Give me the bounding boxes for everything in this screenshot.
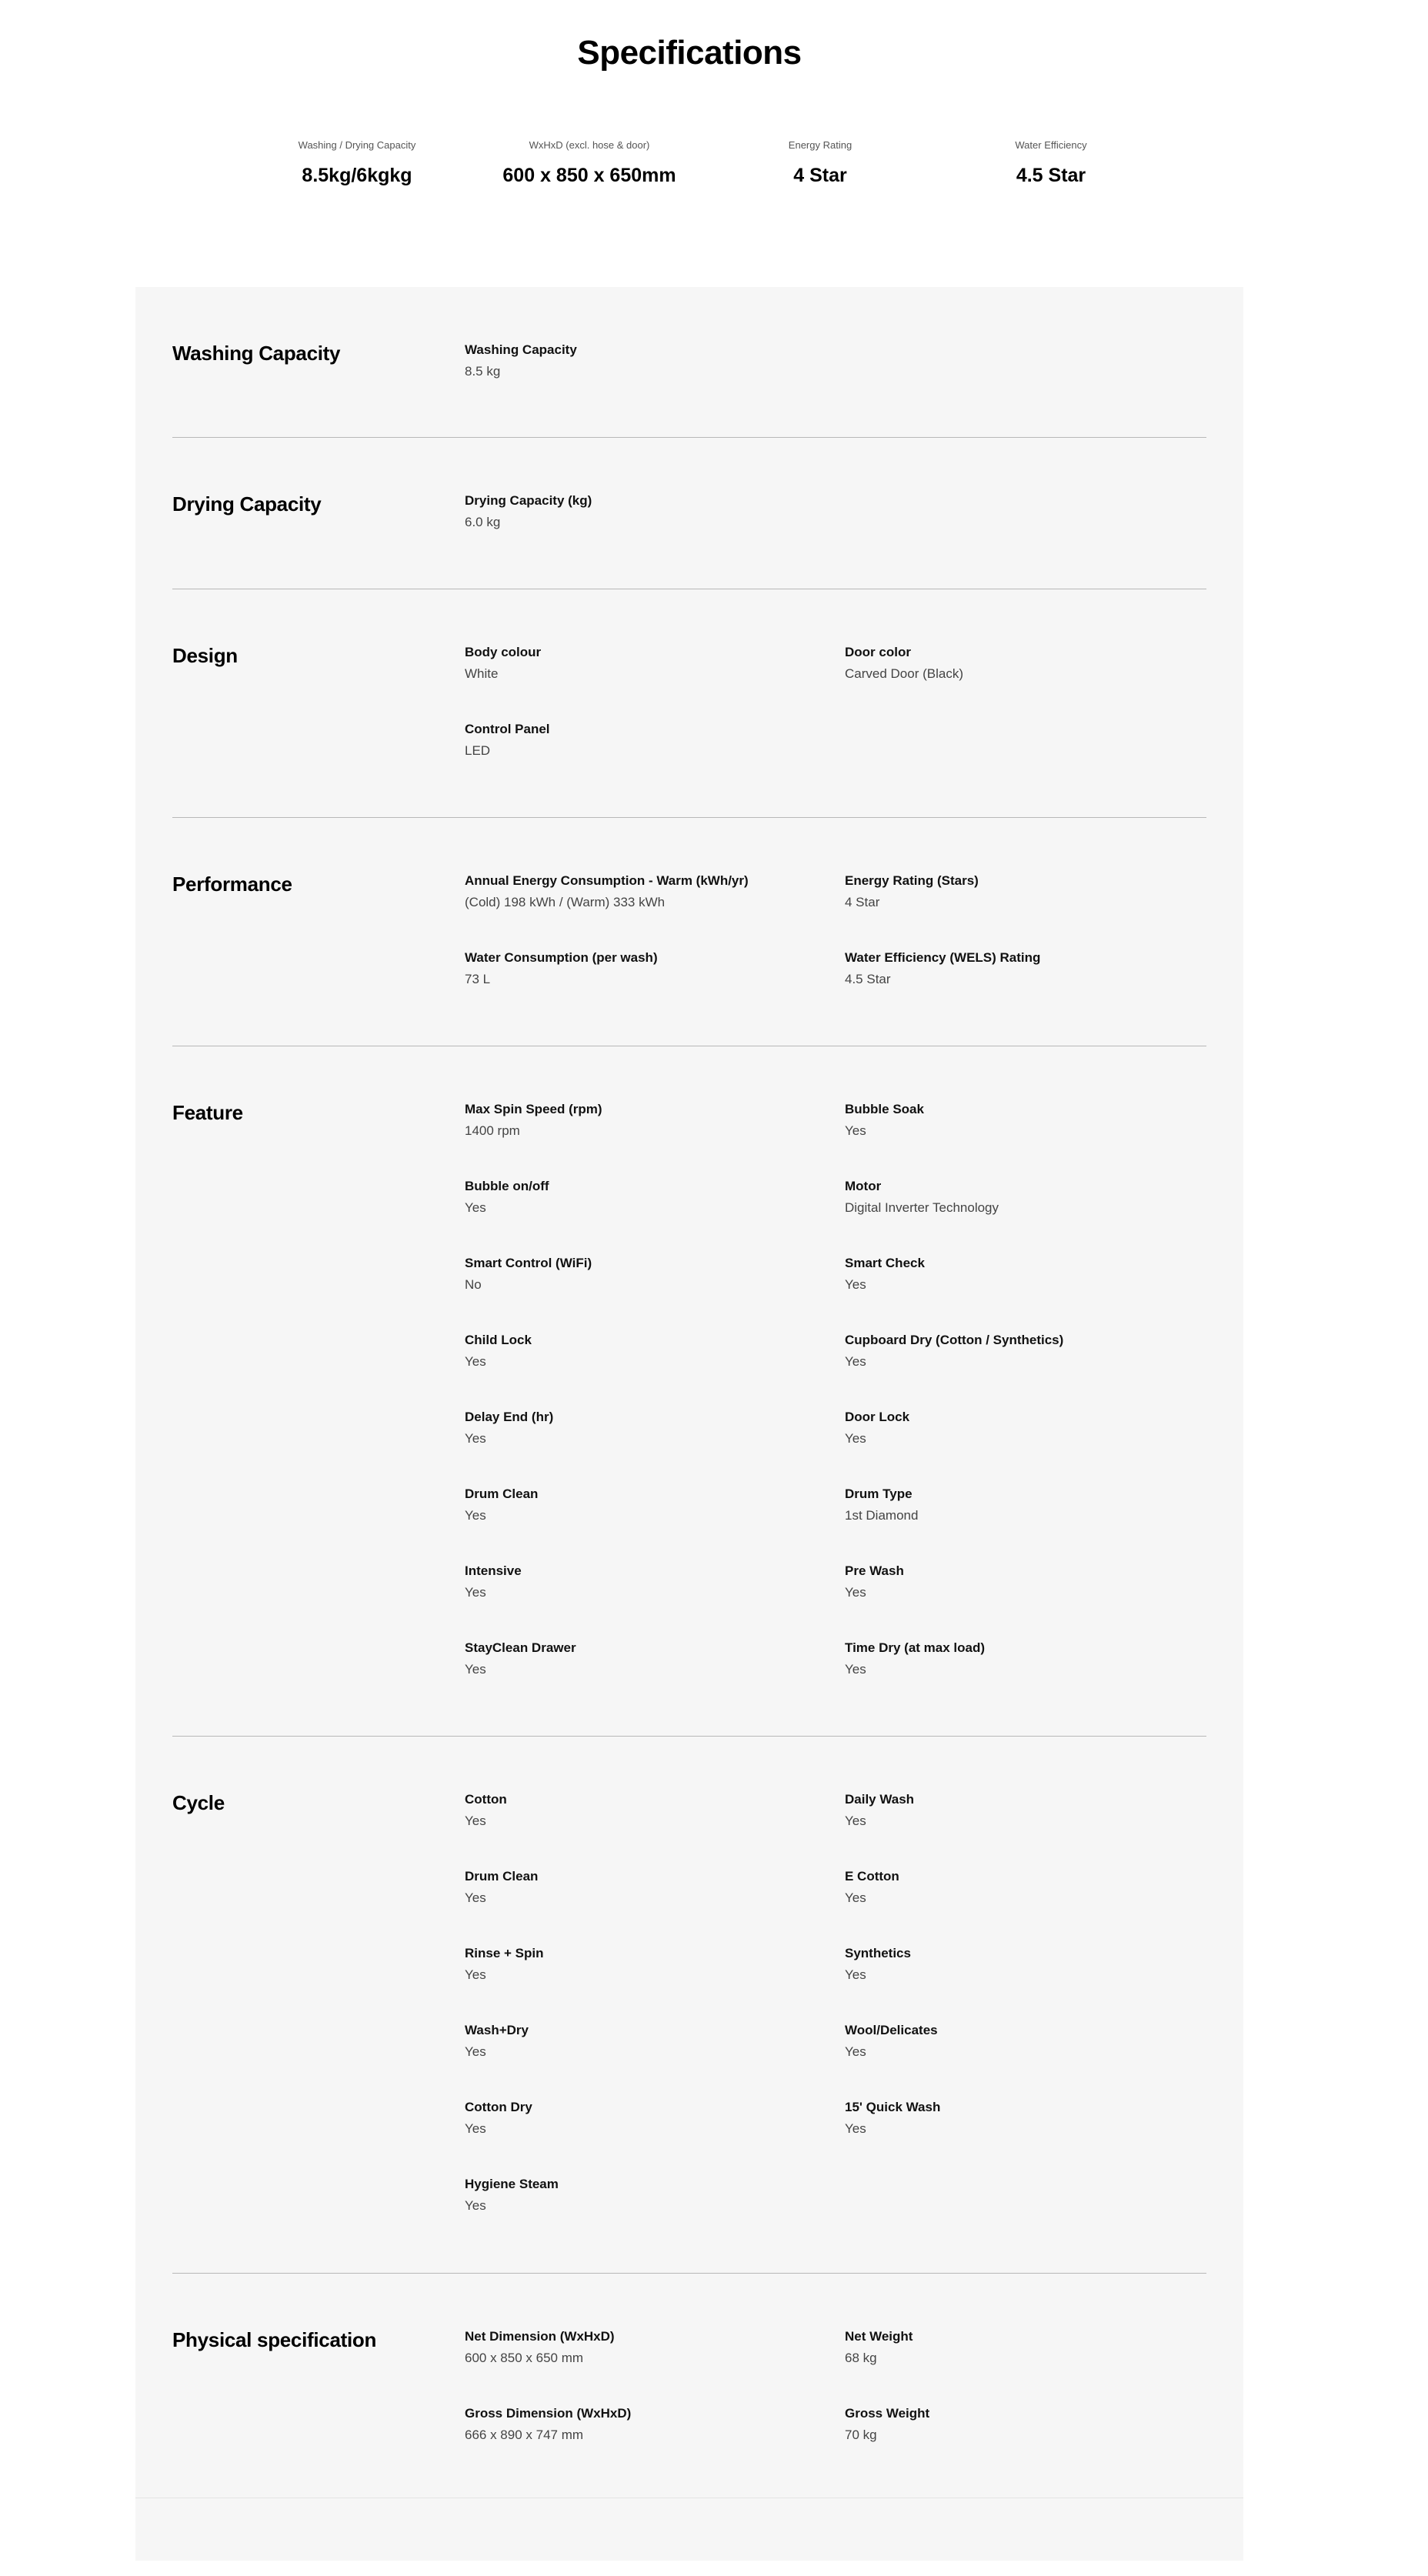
spec-name: Pre Wash (845, 1563, 904, 1578)
spec-item (845, 2327, 1214, 2367)
spec-item (465, 492, 834, 532)
spec-name: Drum Clean (465, 1869, 539, 1884)
spec-name: Drum Type (845, 1487, 913, 1501)
spec-item (465, 1944, 834, 1984)
spec-name: Body colour (465, 645, 542, 659)
spec-value: White (465, 666, 499, 681)
spec-item (845, 1867, 1214, 1907)
spec-value: Yes (465, 1585, 486, 1600)
spec-name: Intensive (465, 1563, 522, 1578)
section-heading: Feature (172, 1101, 243, 1124)
summary-label: Energy Rating (788, 139, 852, 151)
spec-name: Cupboard Dry (Cotton / Synthetics) (845, 1333, 1064, 1347)
summary-label: Water Efficiency (1015, 139, 1087, 151)
spec-value: Yes (845, 1890, 866, 1905)
spec-name: StayClean Drawer (465, 1640, 576, 1655)
spec-item (465, 1408, 834, 1448)
spec-name: Daily Wash (845, 1792, 915, 1807)
spec-item (845, 1790, 1214, 1830)
spec-value: Yes (465, 1814, 486, 1828)
summary-value: 4 Star (793, 165, 847, 186)
section-heading: Physical specification (172, 2328, 377, 2351)
spec-value: 68 kg (845, 2351, 877, 2365)
spec-value: Yes (465, 2198, 486, 2213)
spec-value: Yes (465, 2044, 486, 2059)
spec-value: Yes (465, 1508, 486, 1523)
spec-item (465, 1639, 834, 1679)
spec-value: 4 Star (845, 895, 880, 909)
spec-value: Yes (845, 1123, 866, 1138)
spec-name: Bubble on/off (465, 1179, 549, 1193)
spec-value: No (465, 1277, 482, 1292)
spec-name: Drying Capacity (kg) (465, 493, 592, 508)
summary-value: 4.5 Star (1016, 165, 1086, 186)
spec-name: Door color (845, 645, 911, 659)
spec-value: Yes (845, 1585, 866, 1600)
spec-item (845, 1485, 1214, 1525)
spec-value: 666 x 890 x 747 mm (465, 2428, 584, 2442)
spec-name: Bubble Soak (845, 1102, 924, 1116)
spec-item (845, 643, 1214, 683)
spec-name: Water Consumption (per wash) (465, 950, 658, 965)
spec-item (845, 1944, 1214, 1984)
spec-name: Door Lock (845, 1410, 910, 1424)
spec-name: Rinse + Spin (465, 1946, 544, 1960)
spec-item (465, 1485, 834, 1525)
section-feature (172, 1046, 1206, 1737)
section-physical-specification (172, 2274, 1206, 2497)
summary-label: WxHxD (excl. hose & door) (529, 139, 650, 151)
spec-item (465, 2098, 834, 2138)
spec-name: Hygiene Steam (465, 2177, 559, 2191)
spec-item (465, 2327, 834, 2367)
spec-name: Net Dimension (WxHxD) (465, 2329, 615, 2344)
spec-name: Gross Dimension (WxHxD) (465, 2406, 632, 2421)
spec-value: Yes (465, 1662, 486, 1677)
spec-value: 73 L (465, 972, 491, 986)
spec-name: Time Dry (at max load) (845, 1640, 986, 1655)
spec-name: Max Spin Speed (rpm) (465, 1102, 602, 1116)
spec-item (465, 2175, 834, 2215)
spec-item (465, 1562, 834, 1602)
spec-item (465, 1100, 834, 1140)
spec-item (845, 1100, 1214, 1140)
summary-value: 8.5kg/6kgkg (302, 165, 412, 186)
spec-item (465, 1331, 834, 1371)
spec-value: Yes (845, 1277, 866, 1292)
spec-item (845, 1408, 1214, 1448)
spec-name: Motor (845, 1179, 882, 1193)
spec-item (845, 1177, 1214, 1217)
spec-item (465, 341, 834, 381)
spec-item (465, 1177, 834, 1217)
spec-item (845, 1562, 1214, 1602)
spec-value: Yes (845, 1967, 866, 1982)
spec-item (845, 949, 1214, 989)
spec-name: Drum Clean (465, 1487, 539, 1501)
section-design (172, 589, 1206, 818)
spec-value: Yes (845, 1431, 866, 1446)
spec-name: Washing Capacity (465, 342, 577, 357)
spec-name: Smart Control (WiFi) (465, 1256, 592, 1270)
spec-item (845, 872, 1214, 912)
spec-value: Yes (465, 1200, 486, 1215)
spec-value: 600 x 850 x 650 mm (465, 2351, 584, 2365)
spec-item (465, 643, 834, 683)
spec-name: Delay End (hr) (465, 1410, 554, 1424)
section-heading: Performance (172, 873, 292, 896)
summary-item-energy-rating (705, 137, 936, 187)
spec-value: 1400 rpm (465, 1123, 520, 1138)
spec-name: Cotton (465, 1792, 507, 1807)
section-performance (172, 818, 1206, 1046)
section-heading: Drying Capacity (172, 492, 322, 516)
spec-value: Yes (845, 2044, 866, 2059)
spec-value: Yes (465, 2121, 486, 2136)
spec-name: Wash+Dry (465, 2023, 529, 2037)
summary-item-water-efficiency (936, 137, 1166, 187)
section-drying-capacity (172, 438, 1206, 589)
spec-item (465, 720, 834, 760)
section-heading: Cycle (172, 1791, 225, 1814)
spec-item (465, 949, 834, 989)
spec-item (845, 1331, 1214, 1371)
section-cycle (172, 1737, 1206, 2274)
section-heading: Design (172, 644, 238, 667)
spec-value: Digital Inverter Technology (845, 1200, 999, 1215)
spec-value: Yes (465, 1967, 486, 1982)
section-heading: Washing Capacity (172, 342, 341, 365)
summary-label: Washing / Drying Capacity (298, 139, 416, 151)
spec-name: E Cotton (845, 1869, 899, 1884)
spec-name: Gross Weight (845, 2406, 930, 2421)
spec-value: 1st Diamond (845, 1508, 919, 1523)
spec-name: Net Weight (845, 2329, 913, 2344)
spec-item (465, 1254, 834, 1294)
summary-value: 600 x 850 x 650mm (502, 165, 676, 186)
section-washing-capacity (172, 287, 1206, 438)
spec-value: Yes (465, 1431, 486, 1446)
spec-item (845, 2404, 1214, 2444)
spec-name: Smart Check (845, 1256, 925, 1270)
spec-name: Control Panel (465, 722, 550, 736)
spec-item (845, 1254, 1214, 1294)
summary-item-capacity (242, 137, 472, 187)
spec-name: Water Efficiency (WELS) Rating (845, 950, 1041, 965)
spec-value: (Cold) 198 kWh / (Warm) 333 kWh (465, 895, 666, 909)
spec-value: Yes (845, 1814, 866, 1828)
spec-value: Yes (845, 1662, 866, 1677)
spec-name: Cotton Dry (465, 2100, 532, 2114)
spec-value: 4.5 Star (845, 972, 891, 986)
spec-item (465, 1867, 834, 1907)
spec-name: Child Lock (465, 1333, 532, 1347)
spec-value: Yes (465, 1354, 486, 1369)
spec-name: Synthetics (845, 1946, 911, 1960)
spec-value: Yes (845, 2121, 866, 2136)
spec-item (465, 1790, 834, 1830)
spec-item (845, 2098, 1214, 2138)
spec-value: 70 kg (845, 2428, 877, 2442)
page-title: Specifications (577, 34, 802, 72)
spec-value: Carved Door (Black) (845, 666, 963, 681)
spec-value: Yes (465, 1890, 486, 1905)
spec-item (465, 872, 834, 912)
spec-value: LED (465, 743, 491, 758)
spec-item (845, 1639, 1214, 1679)
spec-value: 6.0 kg (465, 515, 501, 529)
spec-value: Yes (845, 1354, 866, 1369)
spec-name: Energy Rating (Stars) (845, 873, 979, 888)
spec-panel (135, 287, 1243, 2561)
spec-item (465, 2404, 834, 2444)
spec-name: Wool/Delicates (845, 2023, 938, 2037)
spec-item (845, 2021, 1214, 2061)
spec-item (465, 2021, 834, 2061)
spec-value: 8.5 kg (465, 364, 501, 379)
spec-name: Annual Energy Consumption - Warm (kWh/yr) (465, 873, 749, 888)
summary-item-dimensions (474, 137, 705, 187)
spec-name: 15' Quick Wash (845, 2100, 941, 2114)
